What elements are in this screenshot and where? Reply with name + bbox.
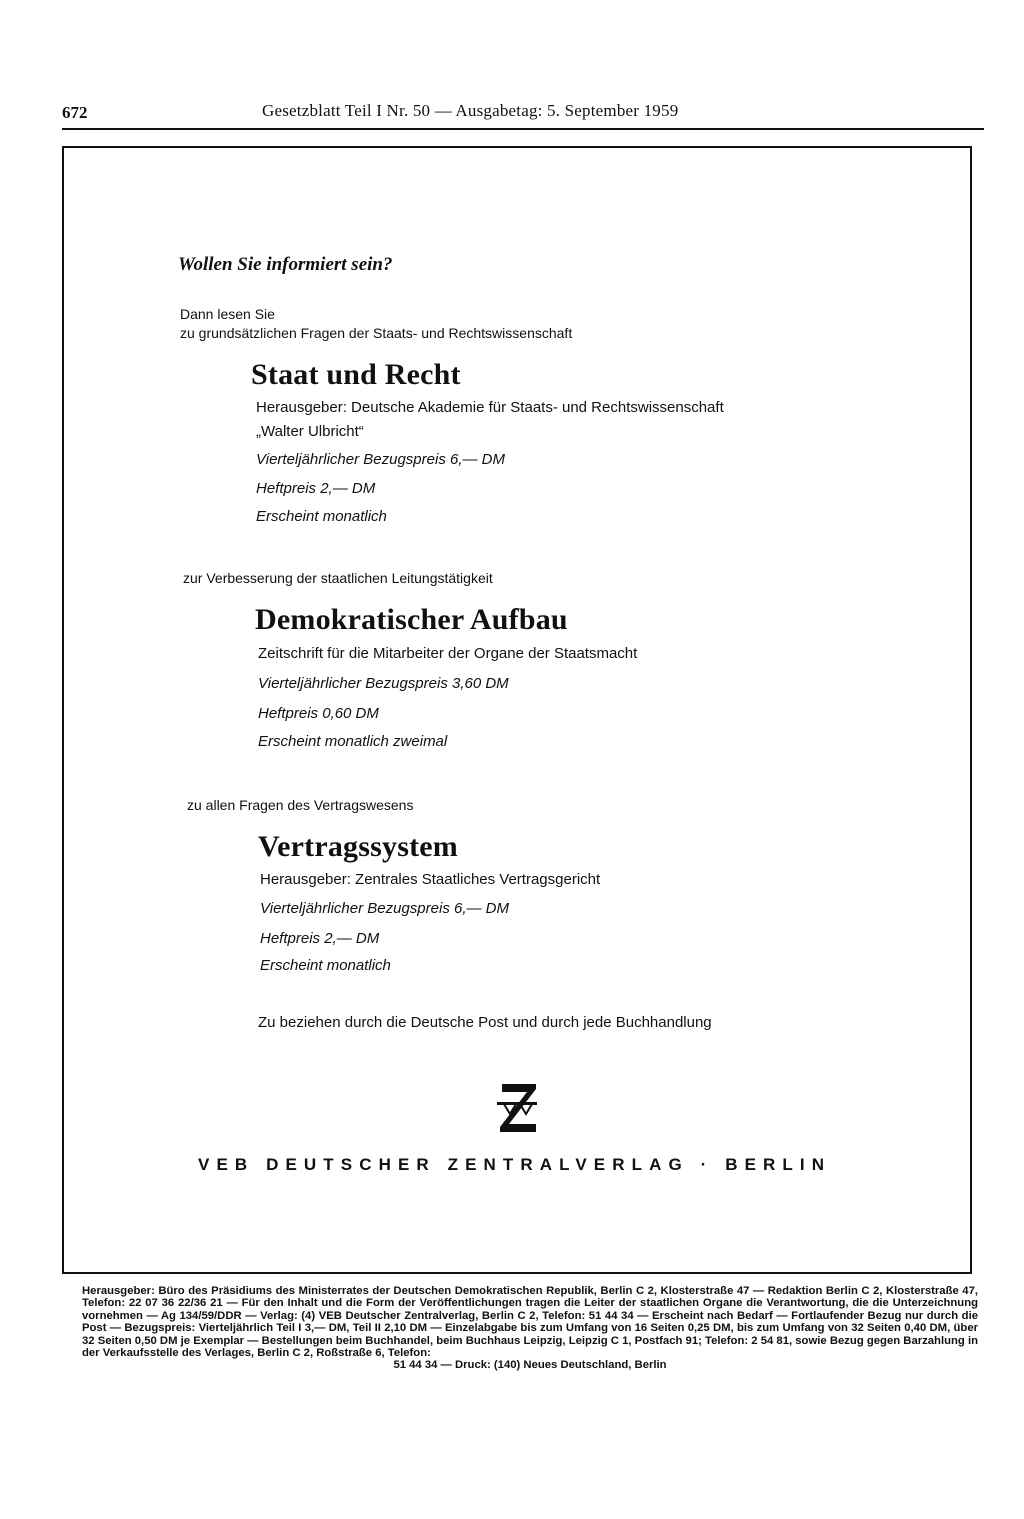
intro-line-4: zu allen Fragen des Vertragswesens (187, 797, 414, 813)
availability-note: Zu beziehen durch die Deutsche Post und durch jede Buchhandlung (258, 1014, 712, 1031)
imprint (82, 1285, 978, 1372)
magazine2-quarterly-price: Vierteljährlicher Bezugspreis 3,60 DM (258, 675, 509, 692)
magazine2-subtitle: Zeitschrift für die Mitarbeiter der Organe der Staatsmacht (258, 645, 638, 662)
magazine1-publisher: Herausgeber: Deutsche Akademie für Staats- und Rechtswissenschaft (256, 399, 724, 416)
imprint-last-line: 51 44 34 — Druck: (140) Neues Deutschland, Berlin (393, 1359, 667, 1372)
intro-line-3: zur Verbesserung der staatlichen Leitungstätigkeit (183, 570, 493, 586)
magazine1-frequency: Erscheint monatlich (256, 508, 387, 525)
magazine3-quarterly-price: Vierteljährlicher Bezugspreis 6,— DM (260, 900, 509, 917)
magazine3-publisher: Herausgeber: Zentrales Staatliches Vertragsgericht (260, 871, 601, 888)
magazine-title-vertragssystem: Vertragssystem (258, 830, 458, 863)
header-rule (62, 128, 984, 130)
publisher-logo-icon (494, 1080, 542, 1136)
ad-headline: Wollen Sie informiert sein? (178, 254, 393, 275)
magazine1-quarterly-price: Vierteljährlicher Bezugspreis 6,— DM (256, 451, 505, 468)
page-number: 672 (62, 103, 88, 122)
magazine1-issue-price: Heftpreis 2,— DM (256, 480, 376, 497)
magazine3-frequency: Erscheint monatlich (260, 957, 391, 974)
publisher-name: VEB DEUTSCHER ZENTRALVERLAG · BERLIN (198, 1155, 832, 1174)
magazine2-issue-price: Heftpreis 0,60 DM (258, 705, 379, 722)
intro-line-2: zu grundsätzlichen Fragen der Staats- und Rechtswissenschaft (180, 325, 573, 341)
magazine-title-staat-und-recht: Staat und Recht (251, 358, 461, 391)
magazine-title-demokratischer-aufbau: Demokratischer Aufbau (255, 603, 568, 636)
magazine2-frequency: Erscheint monatlich zweimal (258, 733, 448, 750)
magazine1-publisher-name: „Walter Ulbricht“ (256, 423, 364, 440)
magazine3-issue-price: Heftpreis 2,— DM (260, 930, 380, 947)
header-title: Gesetzblatt Teil I Nr. 50 — Ausgabetag: 5. September 1959 (262, 101, 679, 120)
intro-line-1: Dann lesen Sie (180, 306, 275, 322)
imprint-text: Herausgeber: Büro des Präsidiums des Ministerrates der Deutschen Demokratischen Republik, Berlin C 2, Klosterstraße 47 — Redaktion Berlin C 2, Klosterstraße 47, Telefon: 22 07 36 22/36 21 — Für den Inhalt und die Form der Veröffentlichungen tragen die Leiter der staatlichen Organe die Verantwortung, die die Unterzeichnung vornehmen — Ag 134/59/DDR — Verlag: (4) VEB Deutscher Zentralverlag, Berlin C 2, Telefon: 51 44 34 — Erscheint nach Bedarf — Fortlaufender Bezug nur durch die Post — Bezugspreis: Vierteljährlich Teil I 3,— DM, Teil II 2,10 DM — Einzelabgabe bis zum Umfang von 16 Seiten 0,25 DM, bis zum Umfang von 32 Seiten 0,40 DM, über 32 Seiten 0,50 DM je Exemplar — Bestellungen beim Buchhandel, beim Buchhaus Leipzig, Leipzig C 1, Postfach 91; Telefon: 2 54 81, sowie Bezug gegen Barzahlung in der Verkaufsstelle des Verlages, Berlin C 2, Roßstraße 6, Telefon: (82, 1285, 978, 1360)
